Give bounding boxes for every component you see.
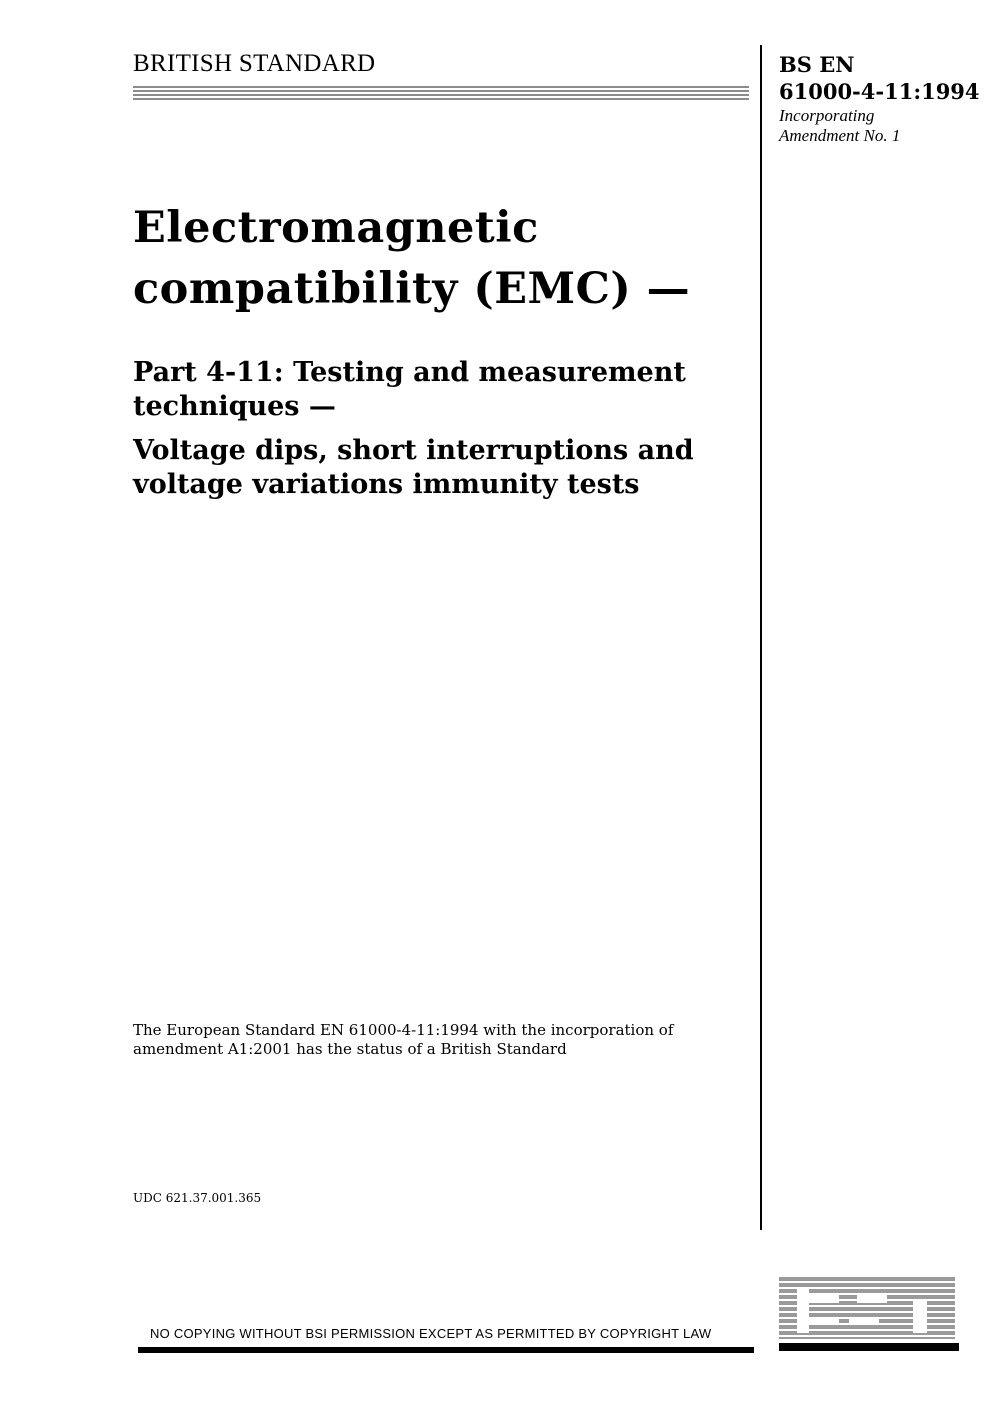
main-title — [133, 198, 753, 320]
part-title-line1: Part 4-11: Testing and measurement — [133, 357, 686, 388]
part-title-line2: techniques — — [133, 391, 336, 422]
bsi-logo — [779, 1277, 959, 1357]
main-title-line2: compatibility (EMC) — — [133, 264, 691, 314]
standard-number-line2: 61000-4-11:1994 — [779, 79, 980, 104]
bsi-logo-graphic — [779, 1277, 959, 1357]
status-statement — [133, 1021, 733, 1059]
amendment-note-line2: Amendment No. 1 — [779, 126, 901, 145]
standard-number — [779, 51, 980, 105]
status-statement-line2: amendment A1:2001 has the status of a British Standard — [133, 1040, 567, 1058]
amendment-note-line1: Incorporating — [779, 106, 875, 125]
udc-code: UDC 621.37.001.365 — [133, 1191, 262, 1205]
main-title-line1: Electromagnetic — [133, 203, 539, 253]
amendment-note — [779, 106, 900, 146]
sub-title — [133, 434, 753, 502]
standard-number-line1: BS EN — [779, 52, 855, 77]
status-statement-line1: The European Standard EN 61000-4-11:1994 with the incorporation of — [133, 1021, 674, 1039]
sub-title-line2: voltage variations immunity tests — [133, 469, 640, 500]
bsi-logo-base-bar — [779, 1343, 959, 1351]
sub-title-line1: Voltage dips, short interruptions and — [133, 435, 694, 466]
header-rule — [133, 86, 749, 100]
copyright-notice: NO COPYING WITHOUT BSI PERMISSION EXCEPT AS PERMITTED BY COPYRIGHT LAW — [150, 1326, 712, 1341]
footer-rule — [138, 1347, 754, 1353]
part-title — [133, 356, 753, 424]
series-label: BRITISH STANDARD — [133, 50, 376, 77]
vertical-divider — [760, 45, 762, 1230]
